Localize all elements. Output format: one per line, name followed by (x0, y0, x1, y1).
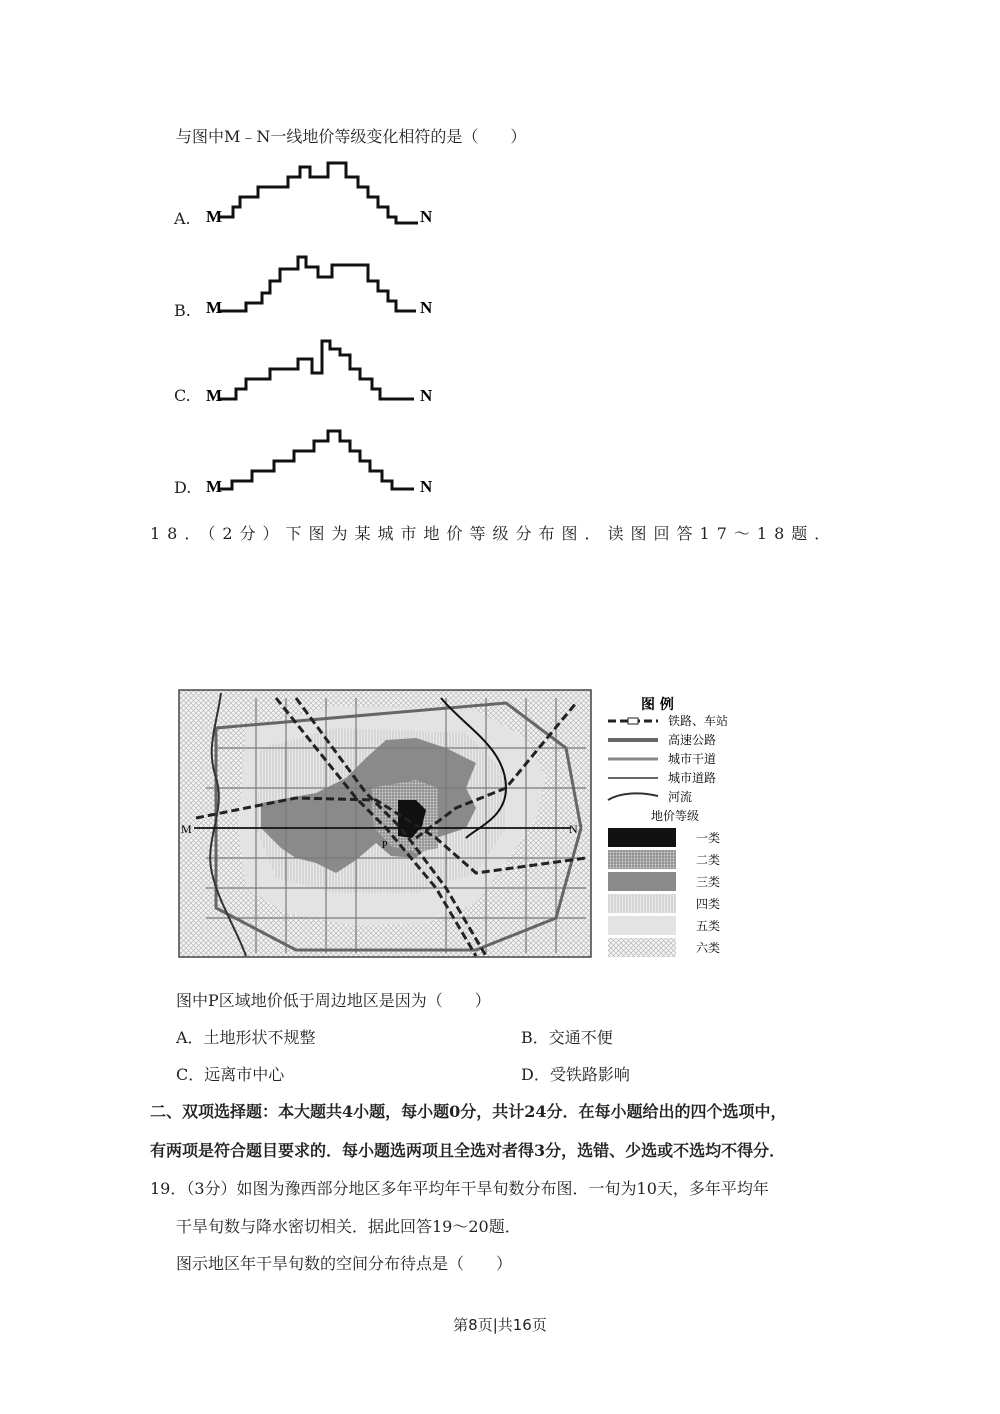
q18-header: 18．（2分）下图为某城市地价等级分布图．读图回答17～18题． (150, 524, 838, 543)
legend-railway: 铁路、车站 (668, 714, 729, 728)
legend-grade-4: 四类 (696, 897, 721, 911)
legend-title: 图 例 (641, 697, 674, 713)
profile-d-n-label: N (420, 477, 433, 496)
section2-line2: 有两项是符合题目要求的．每小题选两项且全选对者得3分，选错、少选或不选均不得分． (150, 1141, 786, 1160)
q17-option-c-letter: C. (174, 386, 191, 405)
legend-road: 城市道路 (668, 771, 717, 785)
q17-option-a-profile (200, 155, 440, 230)
legend-river: 河流 (668, 790, 693, 804)
legend-highway: 高速公路 (668, 733, 717, 747)
profile-c-m-label: M (206, 386, 223, 405)
legend-main-road: 城市干道 (668, 752, 717, 766)
profile-a-n-label: N (420, 207, 433, 226)
q17-option-a-letter: A. (174, 209, 191, 228)
q18-option-b: B．交通不便 (521, 1028, 613, 1047)
q17-option-d-letter: D. (174, 478, 192, 497)
map-legend (608, 696, 728, 957)
q19-line1: 19．（3分）如图为豫西部分地区多年平均年干旱旬数分布图．一旬为10天，多年平均年 (150, 1179, 769, 1198)
q17-stem: 与图中M﹣N一线地价等级变化相符的是（ ） (176, 127, 527, 146)
land-price-map (176, 688, 736, 967)
legend-grade-5: 五类 (696, 919, 721, 933)
q18-option-c: C．远离市中心 (176, 1065, 285, 1084)
page-footer: 第8页|共16页 (453, 1316, 547, 1334)
q17-option-d-profile (200, 425, 440, 500)
section2-line1: 二、双项选择题：本大题共4小题，每小题0分，共计24分．在每小题给出的四个选项中， (150, 1102, 787, 1121)
q18-stem: 图中P区域地价低于周边地区是因为（ ） (176, 991, 491, 1010)
map-label-n: N (569, 822, 578, 836)
profile-d-m-label: M (206, 477, 223, 496)
map-label-p: P (382, 840, 388, 851)
legend-grade-title: 地价等级 (651, 809, 700, 823)
q19-stem: 图示地区年干旱旬数的空间分布待点是（ ） (176, 1254, 513, 1273)
legend-grade-6: 六类 (696, 941, 721, 955)
profile-b-n-label: N (420, 298, 433, 317)
legend-grade-2: 二类 (696, 853, 721, 867)
profile-c-n-label: N (420, 386, 433, 405)
q18-option-a: A．土地形状不规整 (176, 1028, 316, 1047)
legend-grade-3: 三类 (696, 875, 721, 889)
q18-option-d: D．受铁路影响 (521, 1065, 630, 1084)
q17-option-b-profile (200, 247, 440, 322)
map-label-m: M (181, 822, 192, 836)
profile-b-m-label: M (206, 298, 223, 317)
q17-option-b-letter: B. (174, 301, 191, 320)
q19-line2: 干旱旬数与降水密切相关．据此回答19～20题． (176, 1217, 521, 1236)
legend-grade-1: 一类 (696, 831, 721, 845)
q17-option-c-profile (200, 333, 440, 408)
profile-a-m-label: M (206, 207, 223, 226)
